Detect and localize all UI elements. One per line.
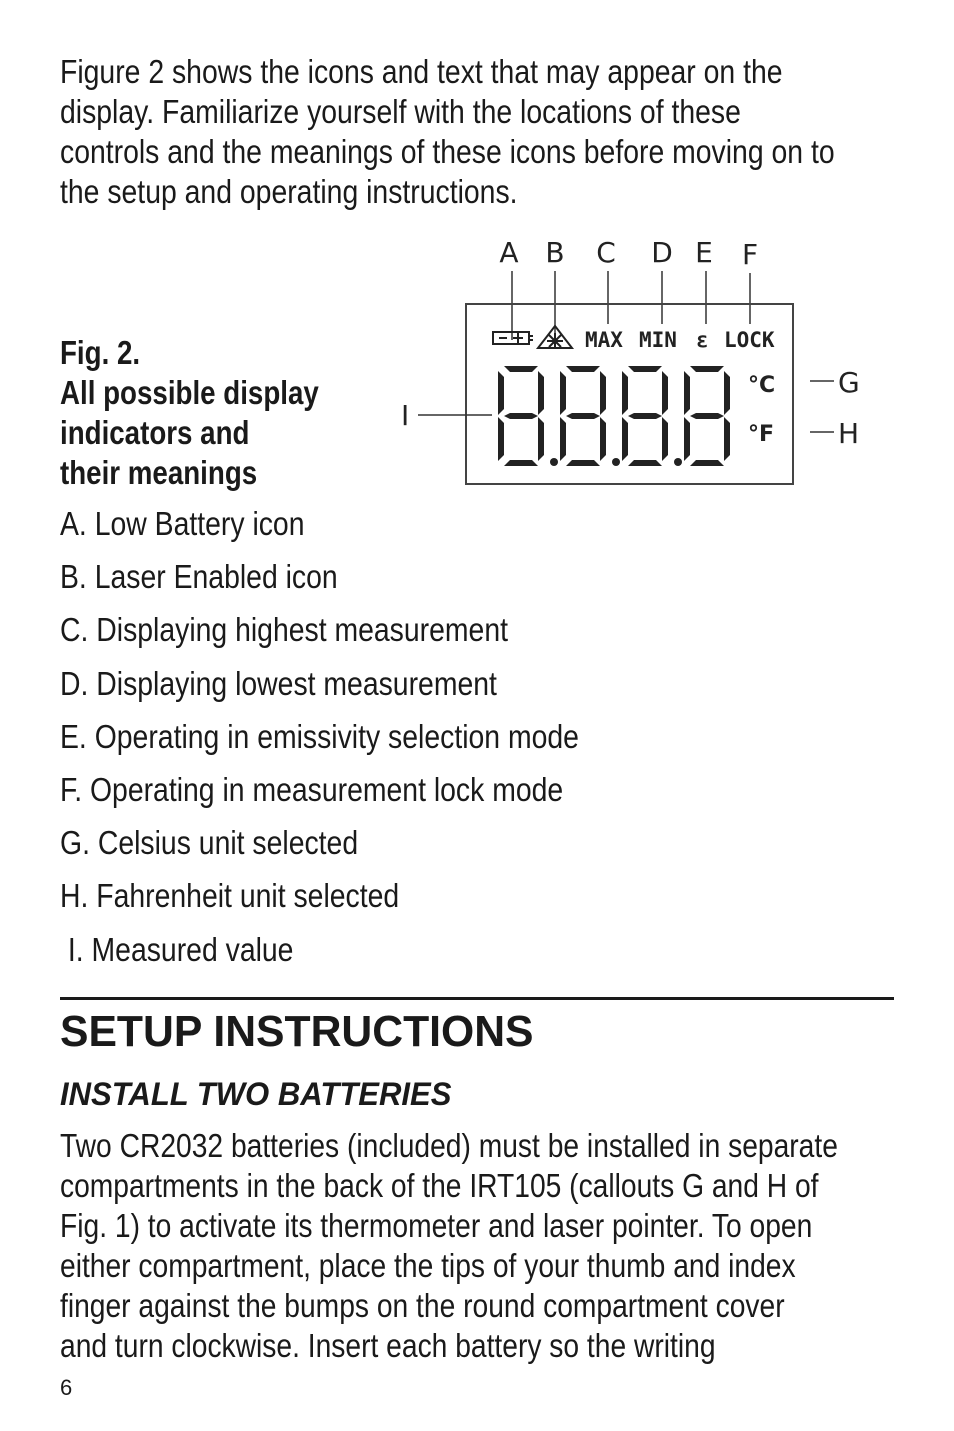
list-item: I. Measured value (60, 930, 294, 968)
intro-line: the setup and operating instructions. (60, 173, 518, 210)
emissivity-indicator: ε (696, 328, 709, 352)
lcd-display-diagram (390, 228, 890, 498)
body-line: compartments in the back of the IRT105 (callouts G and H of (60, 1167, 819, 1204)
list-item: C. Displaying highest measurement (60, 611, 508, 649)
fahrenheit-indicator: °F (748, 422, 775, 447)
intro-paragraph (60, 52, 954, 212)
lock-indicator: LOCK (724, 328, 775, 352)
intro-line: display. Familiarize yourself with the locations of these (60, 93, 741, 130)
celsius-indicator: °C (748, 373, 776, 398)
list-item: H. Fahrenheit unit selected (60, 877, 400, 915)
caption-line: indicators and (60, 414, 250, 451)
low-battery-icon (493, 332, 533, 344)
callout-a: A (499, 236, 519, 269)
callout-c: C (596, 236, 616, 269)
list-item: D. Displaying lowest measurement (60, 664, 497, 702)
body-line: either compartment, place the tips of your thumb and index (60, 1247, 796, 1284)
body-line: Two CR2032 batteries (included) must be installed in separate (60, 1127, 838, 1164)
intro-line: controls and the meanings of these icons before moving on to (60, 133, 835, 170)
callout-f: F (741, 238, 759, 271)
callout-b: B (545, 236, 565, 269)
list-item: B. Laser Enabled icon (60, 558, 338, 596)
digit-readout: 8.8.8.8 (390, 228, 394, 229)
page-number: 6 (60, 1375, 73, 1400)
list-item: E. Operating in emissivity selection mode (60, 717, 579, 755)
callout-h: H (838, 417, 860, 450)
body-line: and turn clockwise. Insert each battery so the writing (60, 1327, 716, 1364)
battery-instructions (60, 1126, 954, 1366)
min-indicator: MIN (639, 328, 677, 352)
callout-g: G (838, 366, 860, 399)
max-indicator: MAX (585, 328, 623, 352)
subsection-heading: INSTALL TWO BATTERIES (60, 1076, 452, 1112)
list-item: F. Operating in measurement lock mode (60, 770, 564, 808)
callout-e: E (695, 236, 713, 269)
body-line: Fig. 1) to activate its thermometer and laser pointer. To open (60, 1207, 813, 1244)
figure-caption (60, 333, 368, 493)
list-item: G. Celsius unit selected (60, 824, 359, 862)
callout-i: I (401, 399, 410, 432)
intro-line: Figure 2 shows the icons and text that may appear on the (60, 53, 783, 90)
list-item: A. Low Battery icon (60, 505, 305, 542)
caption-line: All possible display (60, 374, 319, 411)
indicator-legend (60, 504, 663, 983)
section-divider (60, 997, 894, 1000)
body-line: finger against the bumps on the round compartment cover (60, 1287, 785, 1324)
callout-d: D (651, 236, 673, 269)
section-heading: SETUP INSTRUCTIONS (60, 1007, 534, 1056)
caption-line: Fig. 2. (60, 334, 141, 371)
caption-line: their meanings (60, 454, 258, 491)
